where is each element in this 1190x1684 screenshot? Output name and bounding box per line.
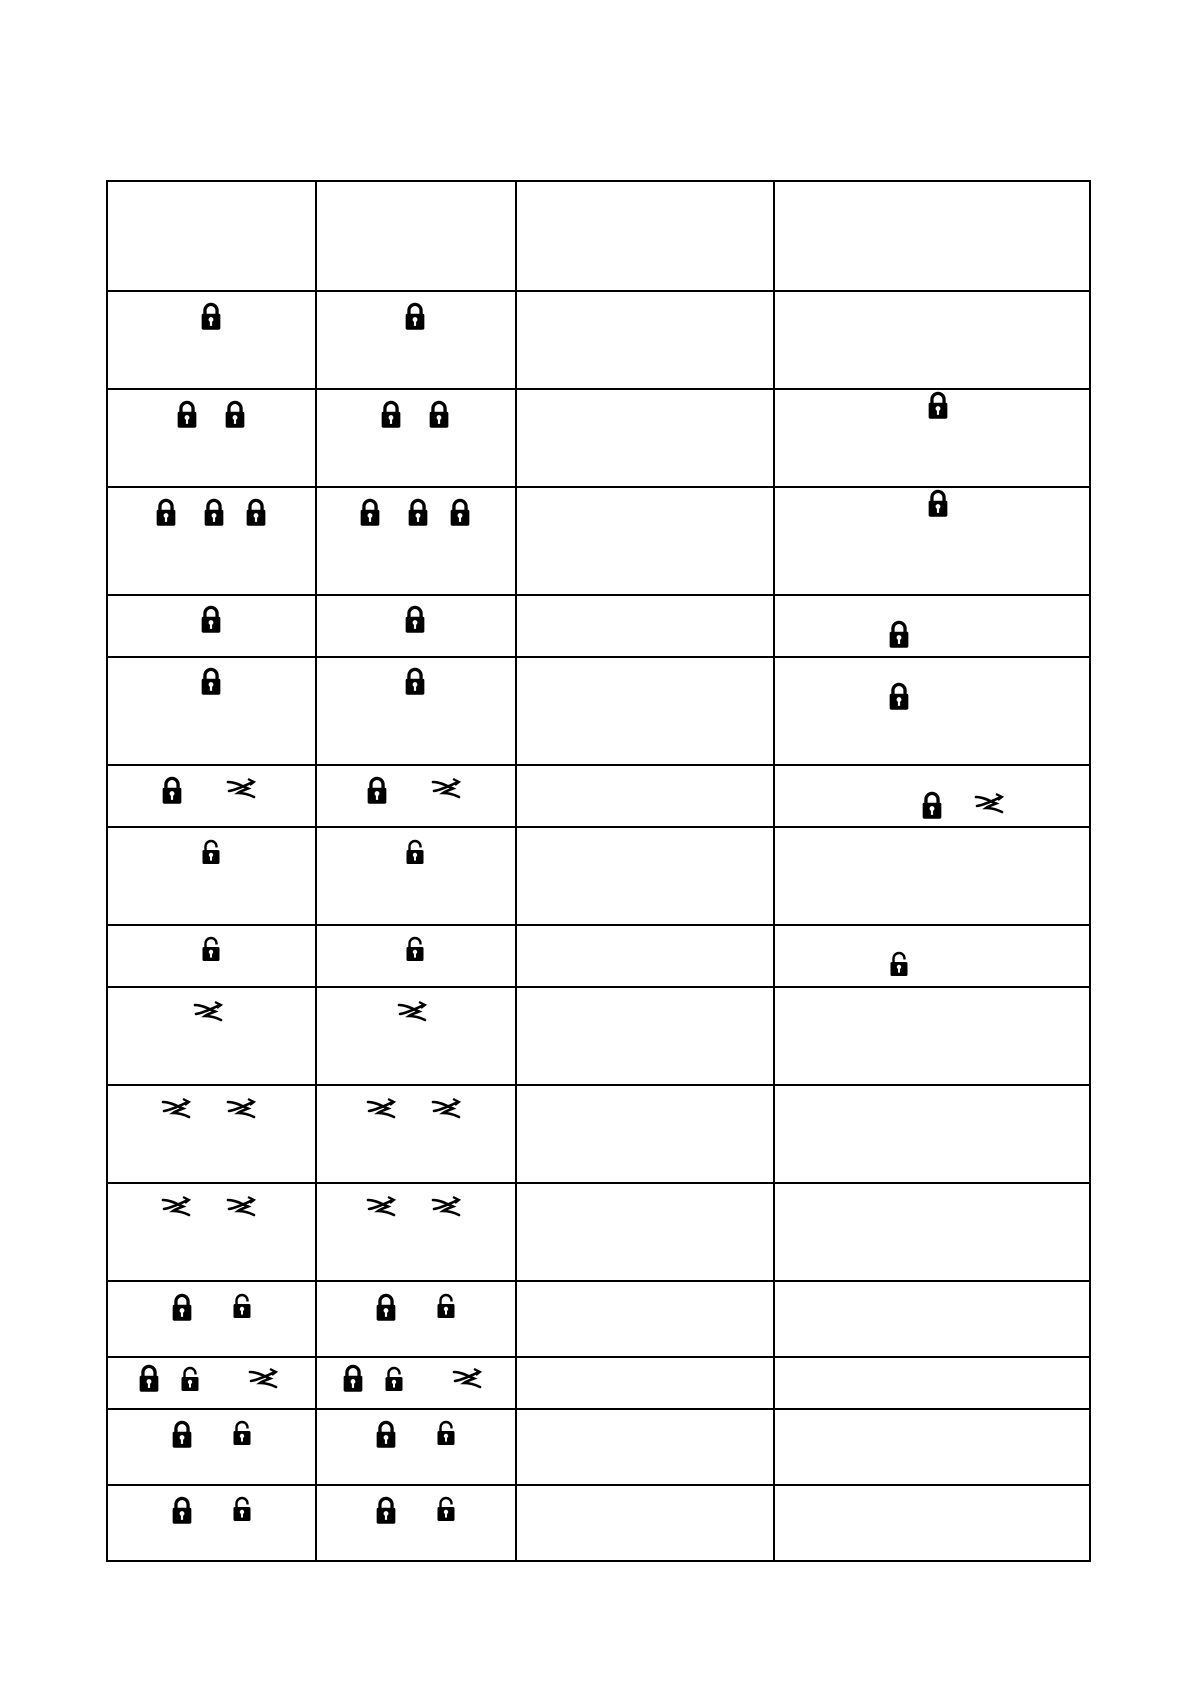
lock-open-icon bbox=[180, 1366, 200, 1392]
table-column-border bbox=[1089, 180, 1091, 1562]
table-row-border bbox=[106, 1560, 1091, 1562]
lock-closed-icon bbox=[375, 1496, 397, 1525]
table-cell bbox=[773, 1280, 1089, 1356]
lock-closed-icon bbox=[359, 498, 381, 527]
lock-closed-icon bbox=[888, 682, 910, 711]
table-cell bbox=[315, 388, 515, 486]
table-cell bbox=[515, 1408, 773, 1484]
lock-open-icon bbox=[201, 839, 221, 865]
lock-closed-icon bbox=[404, 667, 426, 696]
lock-open-icon bbox=[405, 936, 425, 962]
trunk-release-icon bbox=[397, 999, 431, 1025]
table-cell bbox=[515, 290, 773, 388]
lock-closed-icon bbox=[155, 498, 177, 527]
table-cell bbox=[773, 826, 1089, 924]
lock-open-icon bbox=[232, 1293, 252, 1319]
trunk-release-icon bbox=[248, 1366, 282, 1392]
lock-closed-icon bbox=[927, 391, 949, 420]
table-cell bbox=[106, 1484, 315, 1560]
table-cell bbox=[515, 1356, 773, 1408]
lock-closed-icon bbox=[375, 1293, 397, 1322]
table-cell bbox=[315, 1182, 515, 1280]
table-cell bbox=[515, 656, 773, 764]
lock-closed-icon bbox=[888, 620, 910, 649]
trunk-release-icon bbox=[974, 791, 1008, 817]
trunk-release-icon bbox=[452, 1366, 486, 1392]
lock-closed-icon bbox=[200, 667, 222, 696]
trunk-release-icon bbox=[161, 1096, 195, 1122]
lock-closed-icon bbox=[404, 605, 426, 634]
lock-open-icon bbox=[436, 1293, 456, 1319]
table-cell bbox=[515, 1182, 773, 1280]
table-cell bbox=[315, 1484, 515, 1560]
table-cell bbox=[515, 764, 773, 826]
lock-closed-icon bbox=[342, 1364, 364, 1393]
trunk-release-icon bbox=[431, 776, 465, 802]
table-cell bbox=[515, 388, 773, 486]
lock-open-icon bbox=[436, 1496, 456, 1522]
table-cell bbox=[106, 1408, 315, 1484]
table-cell bbox=[106, 1280, 315, 1356]
lock-closed-icon bbox=[171, 1420, 193, 1449]
table-cell bbox=[515, 986, 773, 1084]
table-cell bbox=[773, 986, 1089, 1084]
trunk-release-icon bbox=[366, 1096, 400, 1122]
lock-closed-icon bbox=[200, 302, 222, 331]
table-cell bbox=[515, 1280, 773, 1356]
lock-open-icon bbox=[384, 1366, 404, 1392]
lock-open-icon bbox=[201, 936, 221, 962]
table-header-cell bbox=[515, 180, 773, 290]
lock-closed-icon bbox=[171, 1496, 193, 1525]
lock-closed-icon bbox=[380, 400, 402, 429]
lock-closed-icon bbox=[428, 400, 450, 429]
table-header-cell bbox=[315, 180, 515, 290]
trunk-release-icon bbox=[161, 1194, 195, 1220]
table-cell bbox=[773, 1182, 1089, 1280]
lock-closed-icon bbox=[404, 302, 426, 331]
table-cell bbox=[106, 388, 315, 486]
lock-closed-icon bbox=[375, 1420, 397, 1449]
trunk-release-icon bbox=[226, 1096, 260, 1122]
table-cell bbox=[773, 656, 1089, 764]
lock-closed-icon bbox=[171, 1293, 193, 1322]
lock-closed-icon bbox=[203, 498, 225, 527]
table-cell bbox=[773, 1084, 1089, 1182]
table-cell bbox=[773, 1356, 1089, 1408]
table-cell bbox=[515, 594, 773, 656]
lock-closed-icon bbox=[366, 776, 388, 805]
lock-closed-icon bbox=[176, 400, 198, 429]
lock-closed-icon bbox=[224, 400, 246, 429]
lock-open-icon bbox=[436, 1420, 456, 1446]
table-cell bbox=[773, 594, 1089, 656]
table-cell bbox=[315, 1408, 515, 1484]
table-cell bbox=[773, 1484, 1089, 1560]
lock-closed-icon bbox=[200, 605, 222, 634]
table-cell bbox=[773, 290, 1089, 388]
table-cell bbox=[515, 826, 773, 924]
table-cell bbox=[515, 924, 773, 986]
lock-closed-icon bbox=[921, 791, 943, 820]
lock-closed-icon bbox=[407, 498, 429, 527]
lock-open-icon bbox=[405, 839, 425, 865]
trunk-release-icon bbox=[193, 999, 227, 1025]
table-header-cell bbox=[106, 180, 315, 290]
table-cell bbox=[315, 1084, 515, 1182]
lock-closed-icon bbox=[927, 489, 949, 518]
lock-closed-icon bbox=[138, 1364, 160, 1393]
table-cell bbox=[515, 1484, 773, 1560]
table-cell bbox=[515, 1084, 773, 1182]
lock-closed-icon bbox=[245, 498, 267, 527]
table-cell bbox=[773, 924, 1089, 986]
lock-closed-icon bbox=[449, 498, 471, 527]
trunk-release-icon bbox=[431, 1096, 465, 1122]
lock-open-icon bbox=[232, 1420, 252, 1446]
lock-closed-icon bbox=[161, 776, 183, 805]
table-cell bbox=[106, 1182, 315, 1280]
table-cell bbox=[315, 764, 515, 826]
trunk-release-icon bbox=[226, 776, 260, 802]
table-header-cell bbox=[773, 180, 1089, 290]
trunk-release-icon bbox=[226, 1194, 260, 1220]
table-cell bbox=[315, 1280, 515, 1356]
lock-open-icon bbox=[889, 951, 909, 977]
trunk-release-icon bbox=[366, 1194, 400, 1220]
table-cell bbox=[515, 486, 773, 594]
table-cell bbox=[106, 1084, 315, 1182]
trunk-release-icon bbox=[431, 1194, 465, 1220]
table-cell bbox=[106, 764, 315, 826]
lock-open-icon bbox=[232, 1496, 252, 1522]
table-cell bbox=[773, 1408, 1089, 1484]
